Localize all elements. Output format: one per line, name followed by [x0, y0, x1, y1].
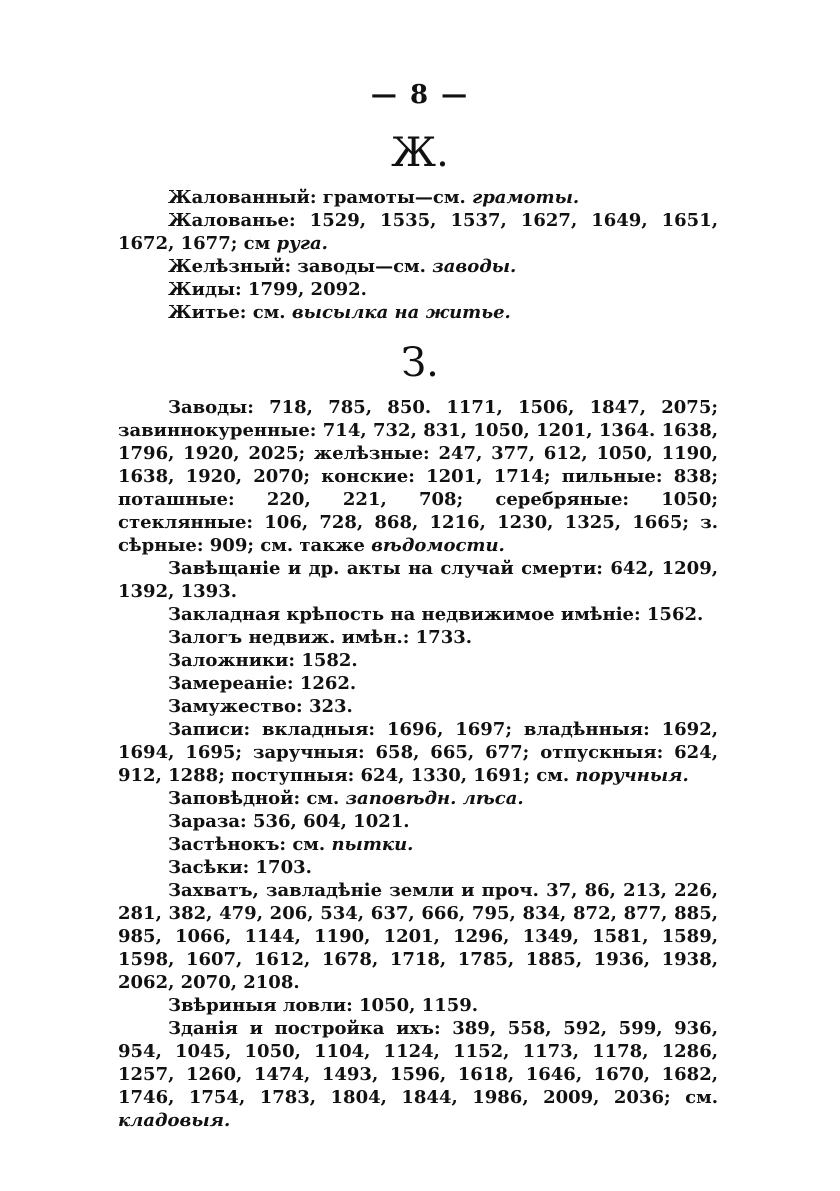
- entry-references: 642, 1209, 1392, 1393.: [118, 558, 718, 602]
- entry-cross-reference: поручныя.: [569, 765, 689, 786]
- entry-references: 323.: [302, 696, 353, 717]
- index-entry: [118, 649, 718, 672]
- entry-cross-reference: кладовыя.: [118, 1110, 231, 1131]
- entry-heading: Залогъ недвиж. имѣн.:: [168, 627, 410, 648]
- index-entry: [118, 879, 718, 994]
- entry-cross-reference: грамоты.: [465, 187, 580, 208]
- entry-heading: Желѣзный: заводы—см.: [168, 256, 426, 277]
- entry-references: 718, 785, 850. 1171, 1506, 1847, 2075; завиннокуренные: 714, 732, 831, 1050, 1201, 1364. 1638, 1796, 1920, 2025; желѣзные: 247, 377, 612, 1050, 1190, 1638, 1920, 2070; конские: 1201, 1714; пильные: 838; поташные: 220, 221, 708; серебряные: 1050; стеклянные: 106, 728, 868, 1216, 1230, 1325, 1665; з. сѣрные: 909; см. также: [118, 397, 718, 556]
- entry-references: 1799, 2092.: [241, 279, 367, 300]
- index-entry: [118, 856, 718, 879]
- entry-heading: Засѣки:: [168, 857, 250, 878]
- entry-heading: Закладная крѣпость на недвижимое имѣніе:: [168, 604, 641, 625]
- entry-references: 536, 604, 1021.: [246, 811, 410, 832]
- index-entry: [118, 557, 718, 603]
- index-entry: [118, 810, 718, 833]
- index-entry: [118, 186, 718, 209]
- entry-heading: Жалованье:: [168, 210, 296, 231]
- entry-references: 1582.: [295, 650, 358, 671]
- entry-heading: Застѣнокъ: см.: [168, 834, 326, 855]
- entry-heading: Замужество:: [168, 696, 303, 717]
- index-entry: [118, 626, 718, 649]
- page-number: — 8 —: [370, 80, 470, 110]
- index-entry: [118, 603, 718, 626]
- entry-heading: Зданія и постройка ихъ:: [168, 1018, 441, 1039]
- index-entry: [118, 718, 718, 787]
- entry-references: 1696, 1697; владѣнныя: 1692, 1694, 1695; заручныя: 658, 665, 677; отпускныя: 624, 912, 1288; поступныя: 624, 1330, 1691; см.: [118, 719, 719, 786]
- entry-cross-reference: руга.: [270, 233, 328, 254]
- index-entry: [118, 396, 718, 557]
- entry-references: 1703.: [249, 857, 312, 878]
- index-entry: [118, 695, 718, 718]
- section-letter-zh: Ж.: [391, 130, 449, 176]
- index-entry: [118, 278, 718, 301]
- index-entry: [118, 209, 718, 255]
- entry-heading: Житье: см.: [168, 302, 286, 323]
- entry-heading: Замереаніе:: [168, 673, 294, 694]
- index-entry: [118, 994, 718, 1017]
- index-entry: [118, 672, 718, 695]
- section-letter-z: З.: [401, 340, 439, 386]
- section-z-entries: [118, 396, 718, 1132]
- entry-references: 1733.: [409, 627, 473, 648]
- entry-heading: Звѣриныя ловли:: [168, 995, 353, 1016]
- entry-heading: Жалованный: грамоты—см.: [168, 187, 466, 208]
- index-entry: [118, 255, 718, 278]
- entry-references: 37, 86, 213, 226, 281, 382, 479, 206, 534, 637, 666, 795, 834, 872, 877, 885, 985, 1066, 1144, 1190, 1201, 1296, 1349, 1581, 1589, 1598, 1607, 1612, 1678, 1718, 1785, 1885, 1936, 1938, 2062, 2070, 2108.: [118, 880, 718, 993]
- entry-cross-reference: вѣдомости.: [364, 535, 505, 556]
- entry-cross-reference: заповѣдн. лѣса.: [339, 788, 524, 809]
- entry-heading: Захватъ, завладѣніе земли и проч.: [168, 880, 539, 901]
- entry-heading: Завѣщаніе и др. акты на случай смерти:: [168, 558, 603, 579]
- section-zh-entries: [118, 186, 718, 324]
- entry-cross-reference: пытки.: [325, 834, 414, 855]
- entry-heading: Заложники:: [168, 650, 296, 671]
- entry-references: 1050, 1159.: [352, 995, 479, 1016]
- entry-references: 1529, 1535, 1537, 1627, 1649, 1651, 1672, 1677; см: [118, 210, 718, 254]
- entry-heading: Заводы:: [168, 397, 254, 418]
- entry-cross-reference: заводы.: [425, 256, 517, 277]
- entry-references: 1562.: [640, 604, 704, 625]
- index-entry: [118, 833, 718, 856]
- entry-heading: Заповѣдной: см.: [168, 788, 340, 809]
- entry-heading: Записи: вкладныя:: [168, 719, 376, 740]
- index-entry: [118, 787, 718, 810]
- index-entry: [118, 301, 718, 324]
- entry-cross-reference: высылка на житье.: [285, 302, 511, 323]
- entry-heading: Жиды:: [168, 279, 242, 300]
- entry-references: 1262.: [293, 673, 357, 694]
- index-entry: [118, 1017, 718, 1132]
- entry-heading: Зараза:: [168, 811, 247, 832]
- entry-references: 389, 558, 592, 599, 936, 954, 1045, 1050, 1104, 1124, 1152, 1173, 1178, 1286, 1257, 1260, 1474, 1493, 1596, 1618, 1646, 1670, 1682, 1746, 1754, 1783, 1804, 1844, 1986, 2009, 2036; см.: [118, 1018, 718, 1108]
